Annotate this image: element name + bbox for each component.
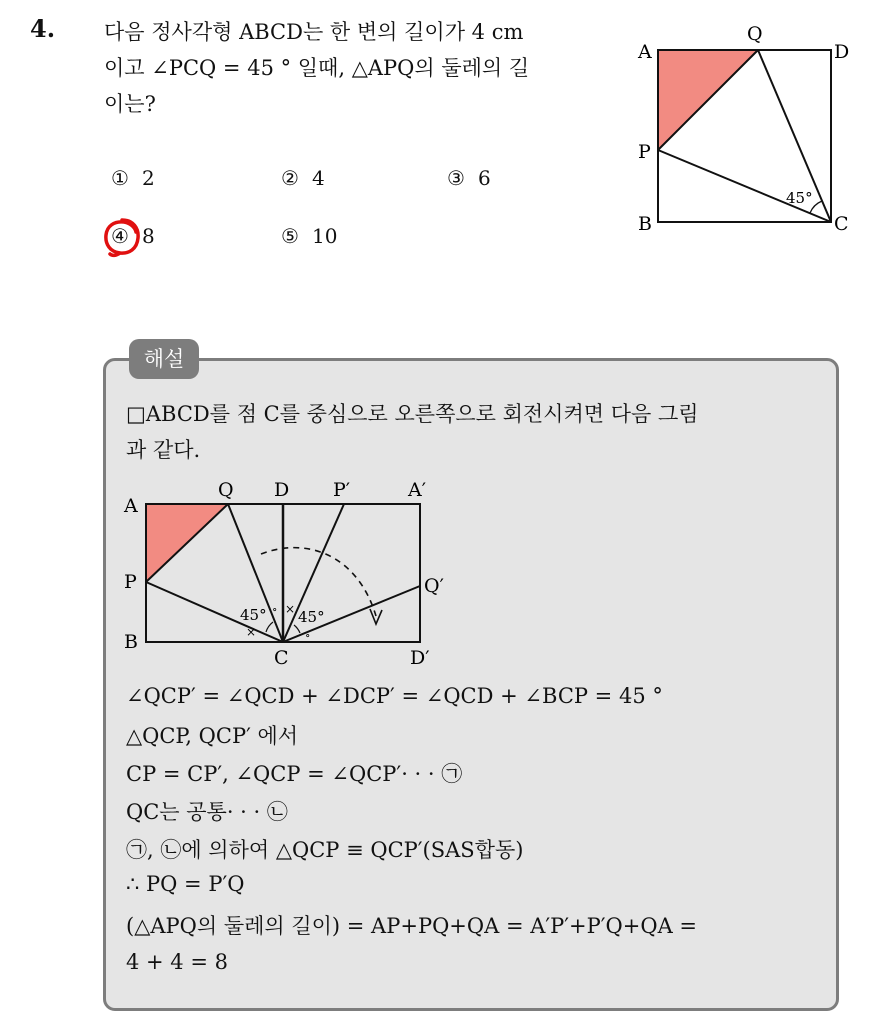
choice-4[interactable] [108, 224, 155, 248]
solution-line: CP = CP′, ∠QCP = ∠QCP′· · · ㉠ [126, 762, 463, 786]
label-q: Q [218, 479, 234, 501]
label-p-prime: P′ [333, 479, 351, 501]
cross-mark-icon: × [285, 602, 296, 616]
question-number: 4. [30, 14, 56, 43]
circle-mark-icon: ∘ [272, 603, 278, 616]
label-angle-right: 45° [298, 608, 325, 626]
label-a: A [124, 495, 138, 517]
label-p: P [638, 141, 651, 163]
label-c: C [274, 647, 289, 669]
solution-line: ∠QCP′ = ∠QCD + ∠DCP′ = ∠QCD + ∠BCP = 45 ° [126, 684, 663, 708]
angle-arc-left [266, 622, 273, 632]
label-angle-left: 45° [240, 606, 267, 624]
solution-line: QC는 공통· · · ㉡ [126, 800, 288, 824]
label-q-prime: Q′ [424, 575, 444, 597]
solution-line: 4 + 4 = 8 [126, 950, 228, 974]
rotation-arrow [261, 548, 376, 616]
intro-line: □ABCD를 점 C를 중심으로 오른쪽으로 회전시켜면 다음 그림 [126, 402, 699, 426]
solution-line: ∴ PQ = P′Q [126, 872, 245, 896]
choice-mark: ① [111, 166, 129, 190]
solution-figure [118, 476, 458, 676]
choice-1[interactable] [108, 166, 155, 190]
choice-mark: ② [281, 166, 299, 190]
stem-line: 이고 ∠PCQ = 45 ° 일때, △APQ의 둘레의 길 [104, 56, 530, 80]
label-c: C [834, 213, 849, 235]
choice-3[interactable] [444, 166, 491, 190]
choice-mark: ③ [447, 166, 465, 190]
solution-line: (△APQ의 둘레의 길이) = AP+PQ+QA = A′P′+P′Q+QA = [126, 914, 698, 938]
label-q: Q [747, 23, 763, 45]
solution-intro [126, 396, 826, 468]
label-a: A [638, 41, 652, 63]
label-angle: 45° [786, 189, 813, 207]
choice-value: 6 [478, 166, 491, 190]
choice-value: 8 [142, 224, 155, 248]
cross-mark-icon: × [246, 625, 257, 639]
choice-2[interactable] [278, 166, 325, 190]
choice-value: 10 [312, 224, 338, 248]
choice-mark: ④ [111, 224, 129, 248]
choice-5[interactable] [278, 224, 337, 248]
angle-arc-right [294, 625, 300, 633]
choice-value: 4 [312, 166, 325, 190]
label-d: D [274, 479, 290, 501]
stem-line: 다음 정사각형 ABCD는 한 변의 길이가 4 cm [104, 20, 524, 44]
choice-value: 2 [142, 166, 155, 190]
circle-mark-icon: ∘ [305, 629, 311, 642]
label-a-prime: A′ [408, 479, 427, 501]
solution-tab: 해설 [129, 339, 199, 379]
question-figure [632, 18, 862, 240]
stem-line: 이는? [104, 92, 156, 116]
label-d: D [834, 41, 850, 63]
label-b: B [638, 213, 652, 235]
intro-line: 과 같다. [126, 438, 201, 462]
solution-line: ㉠, ㉡에 의하여 △QCP ≡ QCP′(SAS합동) [126, 838, 524, 862]
label-d-prime: D′ [410, 647, 430, 669]
choice-mark: ⑤ [281, 224, 299, 248]
label-b: B [124, 631, 138, 653]
solution-line: △QCP, QCP′ 에서 [126, 724, 299, 748]
question-stem [104, 14, 614, 122]
label-p: P [124, 571, 137, 593]
rotation-arrowhead-icon [370, 609, 382, 624]
